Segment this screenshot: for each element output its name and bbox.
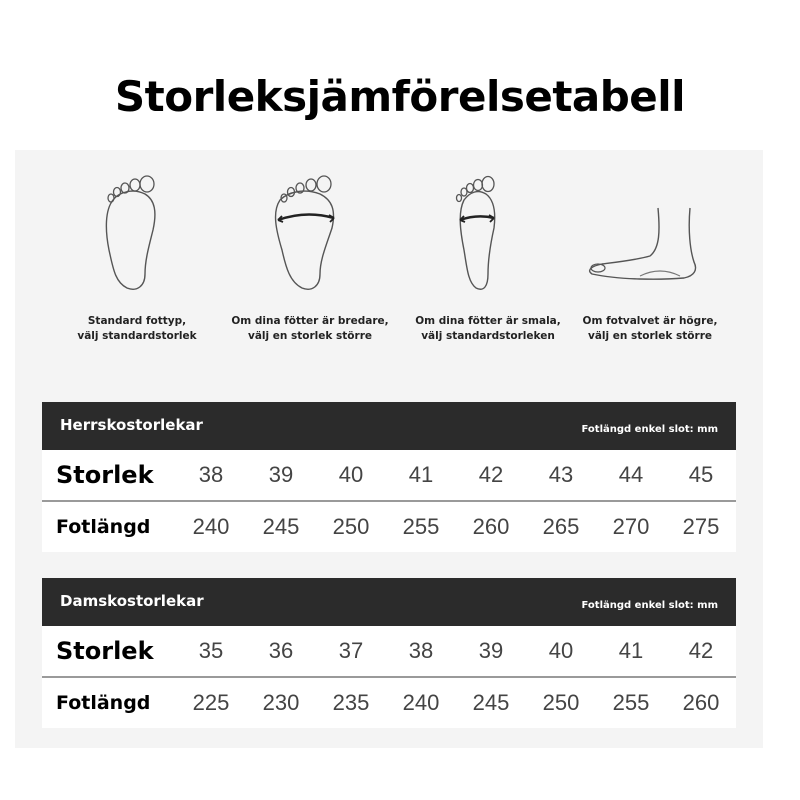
size-cell: 38: [408, 638, 434, 663]
length-cell: 245: [262, 514, 300, 539]
length-cell: 260: [472, 514, 510, 539]
foot-standard-icon: [75, 170, 195, 300]
foot-wide-icon: [248, 170, 368, 300]
men-size-row: [42, 450, 736, 502]
page-title: Storleksjämförelsetabell: [114, 72, 686, 121]
caption-high-arch: [560, 314, 740, 344]
foot-high-arch-icon: [580, 170, 710, 300]
size-cell: 39: [268, 462, 294, 487]
length-cell: 275: [682, 514, 720, 539]
women-length-row: [42, 678, 736, 728]
size-cell: 40: [548, 638, 574, 663]
length-cell: 250: [542, 690, 580, 715]
size-cell: 42: [688, 638, 714, 663]
length-row-label: Fotlängd: [56, 692, 151, 714]
caption-standard: [47, 314, 227, 344]
women-size-row: [42, 626, 736, 678]
size-row-label: Storlek: [56, 637, 154, 665]
caption-line: Om dina fötter är smala,: [415, 315, 561, 327]
women-table-header: [42, 578, 736, 626]
length-cell: 270: [612, 514, 650, 539]
length-cell: 230: [262, 690, 300, 715]
caption-line: välj standardstorlek: [77, 330, 197, 342]
size-cell: 36: [268, 638, 294, 663]
caption-line: Om dina fötter är bredare,: [231, 315, 389, 327]
length-cell: 245: [472, 690, 510, 715]
size-cell: 37: [338, 638, 364, 663]
length-cell: 240: [192, 514, 230, 539]
men-table-header: [42, 402, 736, 450]
size-cell: 35: [198, 638, 224, 663]
length-cell: 240: [402, 690, 440, 715]
caption-line: välj en storlek större: [247, 330, 373, 342]
caption-narrow: [398, 314, 578, 344]
caption-wide: [220, 314, 400, 344]
size-cell: 41: [408, 462, 434, 487]
men-size-table: [42, 402, 736, 552]
size-cell: 39: [478, 638, 504, 663]
length-row-label: Fotlängd: [56, 516, 151, 538]
length-cell: 255: [612, 690, 650, 715]
caption-line: välj en storlek större: [587, 330, 713, 342]
size-cell: 44: [618, 462, 644, 487]
caption-line: Standard fottyp,: [87, 315, 187, 327]
size-cell: 45: [688, 462, 714, 487]
women-table-title: Damskostorlekar: [60, 592, 204, 610]
men-table-unit-note: Fotlängd enkel slot: mm: [581, 424, 718, 435]
size-cell: 43: [548, 462, 574, 487]
length-cell: 255: [402, 514, 440, 539]
size-cell: 41: [618, 638, 644, 663]
size-cell: 40: [338, 462, 364, 487]
length-cell: 250: [332, 514, 370, 539]
men-table-title: Herrskostorlekar: [60, 416, 203, 434]
size-row-label: Storlek: [56, 461, 154, 489]
length-cell: 235: [332, 690, 370, 715]
men-length-row: [42, 502, 736, 552]
caption-line: Om fotvalvet är högre,: [582, 315, 718, 327]
foot-narrow-icon: [420, 170, 540, 300]
women-table-unit-note: Fotlängd enkel slot: mm: [581, 600, 718, 611]
size-cell: 38: [198, 462, 224, 487]
length-cell: 265: [542, 514, 580, 539]
length-cell: 225: [192, 690, 230, 715]
caption-line: välj standardstorleken: [421, 330, 555, 342]
length-cell: 260: [682, 690, 720, 715]
women-size-table: [42, 578, 736, 728]
size-cell: 42: [478, 462, 504, 487]
